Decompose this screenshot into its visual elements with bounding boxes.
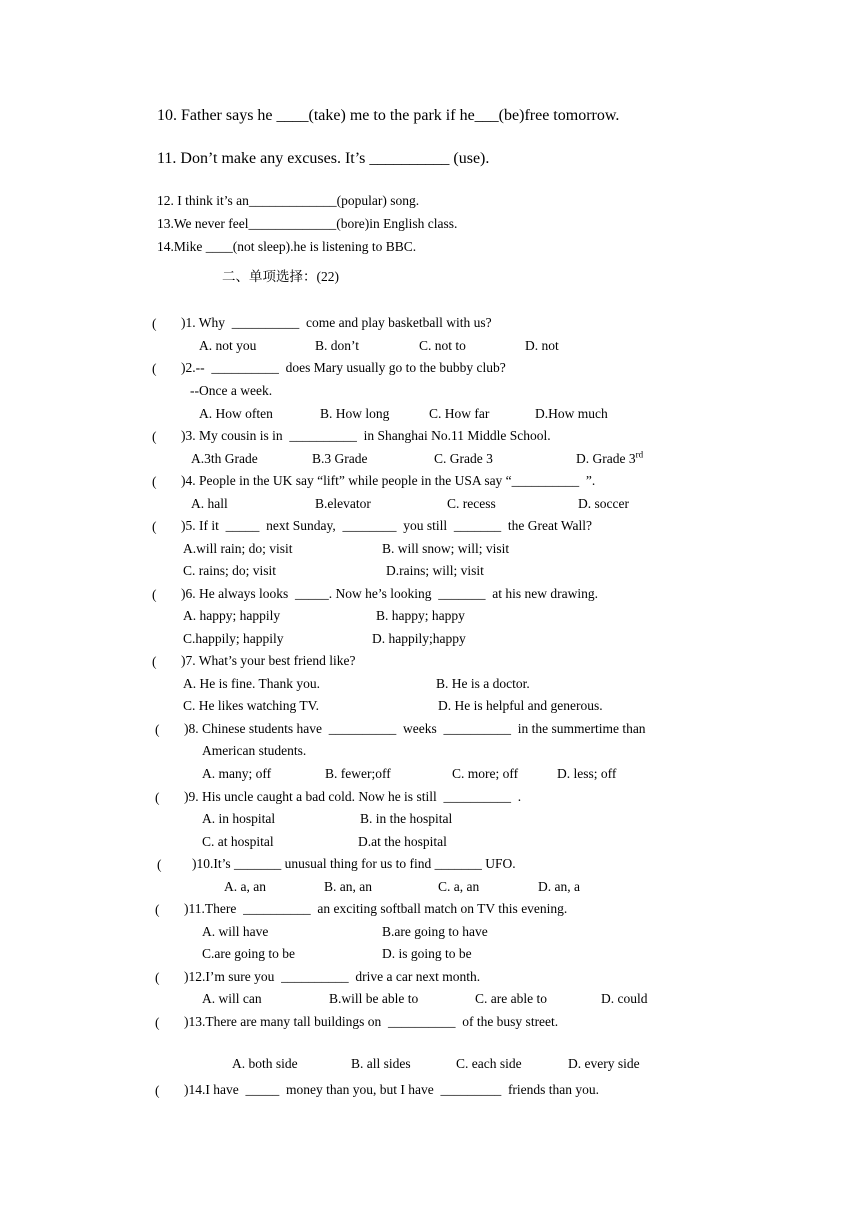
- q10-option-c: C. a, an: [438, 879, 480, 894]
- answer-bracket: (: [155, 722, 160, 737]
- q8-option-d: D. less; off: [557, 766, 617, 781]
- q11-option-d: D. is going to be: [382, 946, 472, 961]
- q12-option-b: B.will be able to: [329, 991, 419, 1006]
- q4-option-a: A. hall: [191, 496, 228, 511]
- answer-bracket: (: [155, 1083, 160, 1098]
- q9-option-d: D.at the hospital: [358, 834, 447, 849]
- q1-option-b: B. don’t: [315, 338, 360, 353]
- q2-option-a: A. How often: [199, 406, 273, 421]
- question-5-stem: )5. If it _____ next Sunday, ________ you still _______ the Great Wall?: [181, 518, 592, 533]
- q3-option-d: [576, 449, 644, 466]
- q1-option-d: D. not: [525, 338, 559, 353]
- q5-option-c: C. rains; do; visit: [183, 563, 277, 578]
- q10-option-d: D. an, a: [538, 879, 580, 894]
- answer-bracket: (: [152, 519, 157, 534]
- q11-option-c: C.are going to be: [202, 946, 295, 961]
- answer-bracket: (: [152, 474, 157, 489]
- fill-in-item-12: 12. I think it’s an_____________(popular) song.: [157, 193, 420, 208]
- q3-option-b: B.3 Grade: [312, 451, 368, 466]
- q7-option-b: B. He is a doctor.: [436, 676, 530, 691]
- question-2-stem: )2.-- __________ does Mary usually go to the bubby club?: [181, 360, 506, 375]
- question-2-sub: --Once a week.: [190, 383, 273, 398]
- q9-option-a: A. in hospital: [202, 811, 276, 826]
- q3-option-d-text: D. Grade 3: [576, 451, 636, 466]
- q10-option-a: A. a, an: [224, 879, 266, 894]
- question-8-stem: )8. Chinese students have __________ weeks __________ in the summertime than: [184, 721, 646, 736]
- q6-option-b: B. happy; happy: [376, 608, 465, 623]
- q4-option-c: C. recess: [447, 496, 496, 511]
- answer-bracket: (: [157, 857, 162, 872]
- q7-option-c: C. He likes watching TV.: [183, 698, 319, 713]
- question-3-stem: )3. My cousin is in __________ in Shanghai No.11 Middle School.: [181, 428, 551, 443]
- answer-bracket: (: [155, 970, 160, 985]
- q8-option-c: C. more; off: [452, 766, 519, 781]
- question-11-stem: )11.There __________ an exciting softball match on TV this evening.: [184, 901, 568, 916]
- q13-option-c: C. each side: [456, 1056, 522, 1071]
- question-6-stem: )6. He always looks _____. Now he’s looking _______ at his new drawing.: [181, 586, 598, 601]
- q4-option-d: D. soccer: [578, 496, 629, 511]
- q1-option-c: C. not to: [419, 338, 466, 353]
- q9-option-c: C. at hospital: [202, 834, 274, 849]
- q8-option-a: A. many; off: [202, 766, 272, 781]
- answer-bracket: (: [152, 587, 157, 602]
- question-7-stem: )7. What’s your best friend like?: [181, 653, 356, 668]
- q1-option-a: A. not you: [199, 338, 257, 353]
- answer-bracket: (: [152, 429, 157, 444]
- q12-option-a: A. will can: [202, 991, 262, 1006]
- answer-bracket: (: [152, 316, 157, 331]
- answer-bracket: (: [152, 361, 157, 376]
- q7-option-a: A. He is fine. Thank you.: [183, 676, 320, 691]
- question-9-stem: )9. His uncle caught a bad cold. Now he is still __________ .: [184, 789, 522, 804]
- q5-option-a: A.will rain; do; visit: [183, 541, 293, 556]
- question-13-stem: )13.There are many tall buildings on __________ of the busy street.: [184, 1014, 559, 1029]
- q2-option-c: C. How far: [429, 406, 490, 421]
- q12-option-d: D. could: [601, 991, 648, 1006]
- q9-option-b: B. in the hospital: [360, 811, 453, 826]
- q8-option-b: B. fewer;off: [325, 766, 391, 781]
- question-10-stem: )10.It’s _______ unusual thing for us to find _______ UFO.: [192, 856, 516, 871]
- q6-option-a: A. happy; happily: [183, 608, 281, 623]
- q13-option-d: D. every side: [568, 1056, 640, 1071]
- fill-in-item-13: 13.We never feel_____________(bore)in English class.: [157, 216, 458, 231]
- q10-option-b: B. an, an: [324, 879, 372, 894]
- q11-option-b: B.are going to have: [382, 924, 488, 939]
- q12-option-c: C. are able to: [475, 991, 547, 1006]
- q2-option-b: B. How long: [320, 406, 390, 421]
- q13-option-a: A. both side: [232, 1056, 298, 1071]
- q6-option-c: C.happily; happily: [183, 631, 284, 646]
- question-8-continuation: American students.: [202, 743, 307, 758]
- question-14-stem: )14.I have _____ money than you, but I have _________ friends than you.: [184, 1082, 600, 1097]
- q3-option-c: C. Grade 3: [434, 451, 493, 466]
- q11-option-a: A. will have: [202, 924, 269, 939]
- ordinal-suffix: rd: [635, 449, 644, 460]
- fill-in-item-14: 14.Mike ____(not sleep).he is listening to BBC.: [157, 239, 417, 254]
- question-12-stem: )12.I’m sure you __________ drive a car next month.: [184, 969, 481, 984]
- q7-option-d: D. He is helpful and generous.: [438, 698, 603, 713]
- q6-option-d: D. happily;happy: [372, 631, 466, 646]
- section-title: 二、单项选择：(22): [222, 269, 339, 284]
- q3-option-a: A.3th Grade: [191, 451, 258, 466]
- answer-bracket: (: [155, 1015, 160, 1030]
- answer-bracket: (: [152, 654, 157, 669]
- question-1-stem: )1. Why __________ come and play basketball with us?: [181, 315, 492, 330]
- q2-option-d: D.How much: [535, 406, 608, 421]
- q13-option-b: B. all sides: [351, 1056, 411, 1071]
- answer-bracket: (: [155, 790, 160, 805]
- q4-option-b: B.elevator: [315, 496, 371, 511]
- q5-option-b: B. will snow; will; visit: [382, 541, 510, 556]
- q5-option-d: D.rains; will; visit: [386, 563, 484, 578]
- answer-bracket: (: [155, 902, 160, 917]
- fill-in-item-11: 11. Don’t make any excuses. It’s __________ (use).: [157, 150, 490, 167]
- question-4-stem: )4. People in the UK say “lift” while people in the USA say “__________ ”.: [181, 473, 596, 488]
- fill-in-item-10: 10. Father says he ____(take) me to the park if he___(be)free tomorrow.: [157, 107, 620, 124]
